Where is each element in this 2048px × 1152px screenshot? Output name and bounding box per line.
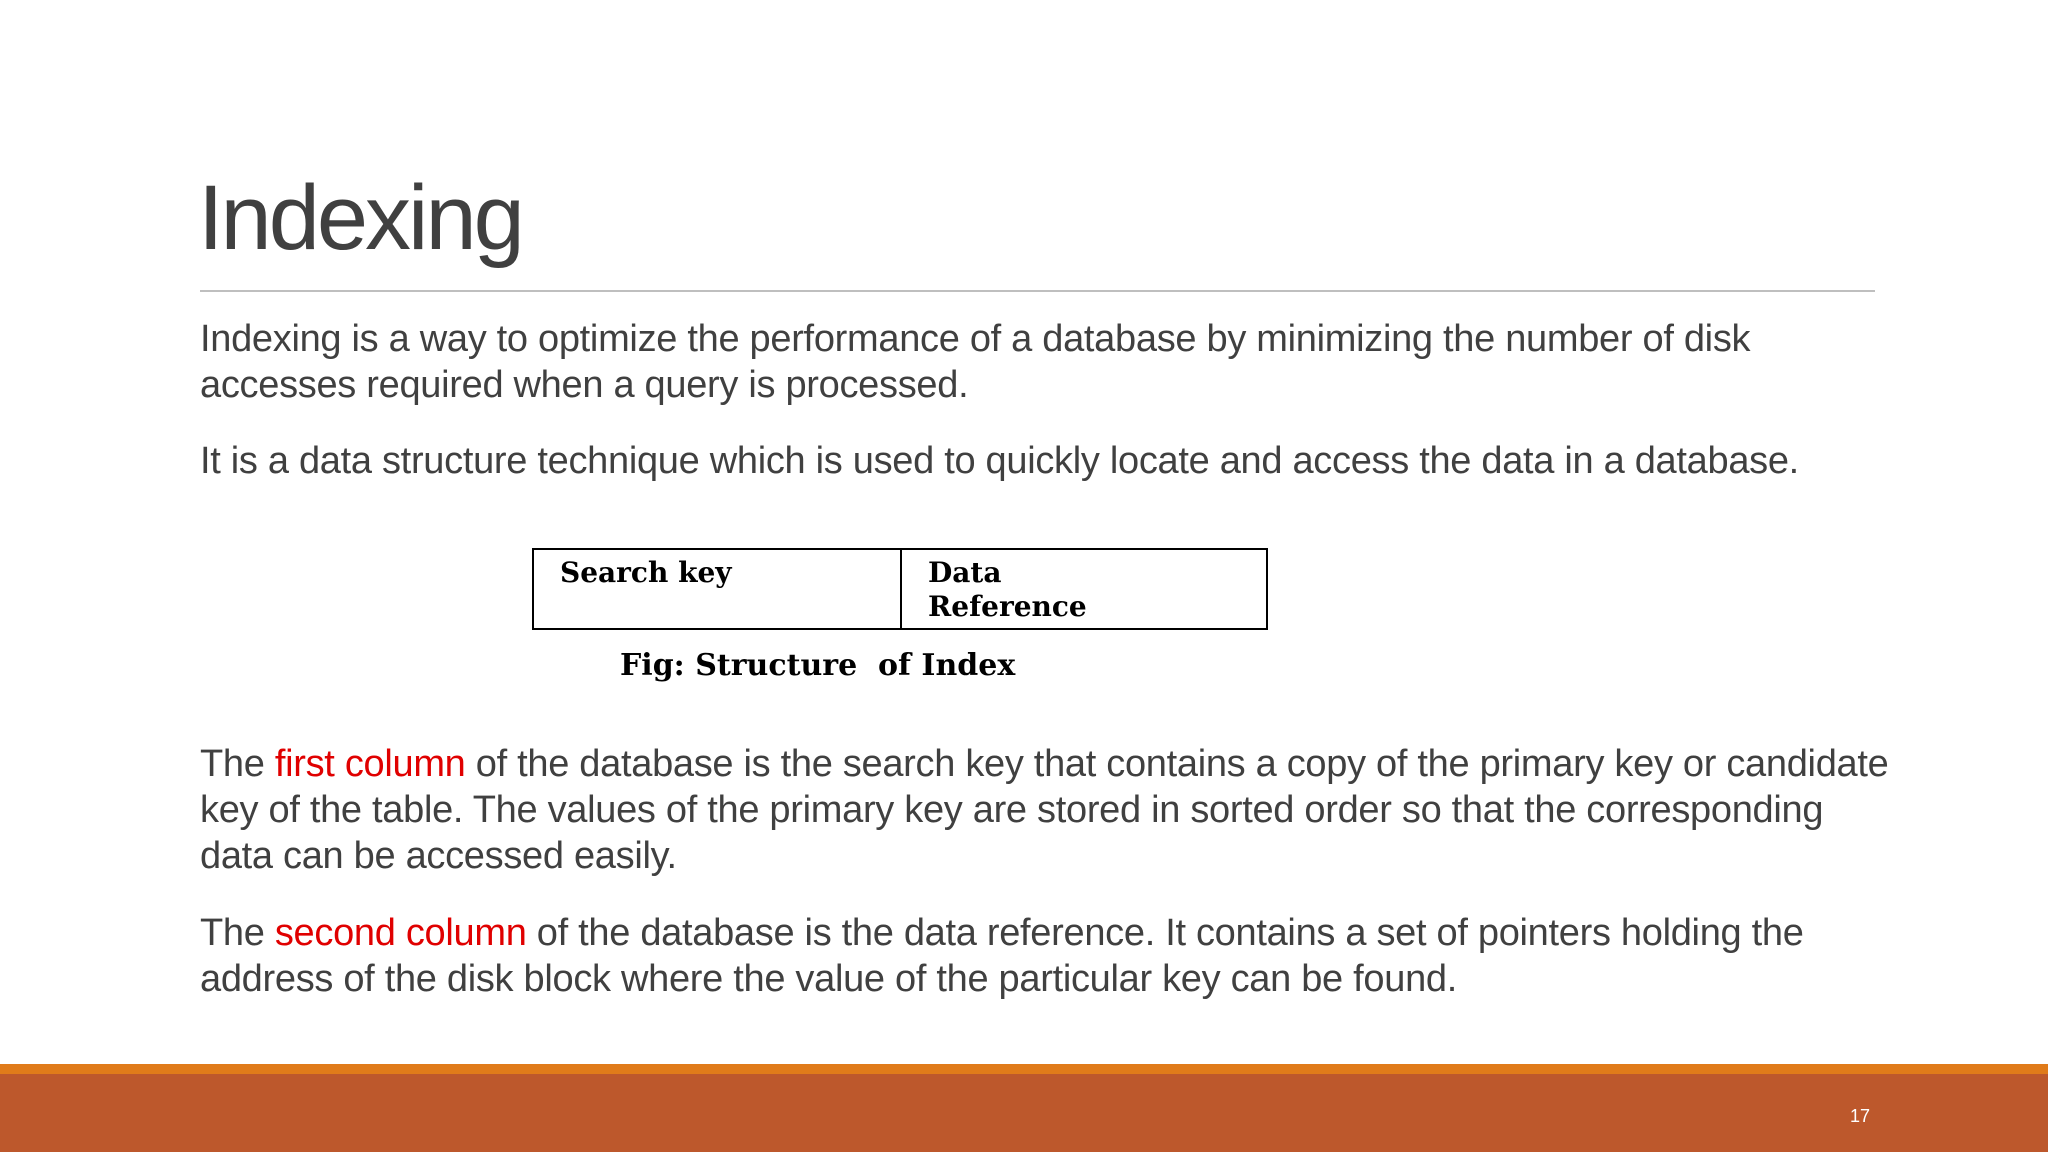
paragraph-second-column xyxy=(200,910,1890,1002)
search-key-label: Search key xyxy=(560,556,732,589)
figure-caption: Fig: Structure of Index xyxy=(620,648,1016,683)
data-reference-label-line1: Data xyxy=(928,556,1002,589)
paragraph-second-column-suffix: of the database is the data reference. It contains a set of pointers holding the address of the disk block where the value of the particular key can be found. xyxy=(200,912,1804,1000)
paragraph-first-column-suffix: of the database is the search key that contains a copy of the primary key or candidate key of the table. The values of the primary key are stored in sorted order so that the corresponding data can be accessed easily. xyxy=(200,743,1889,877)
index-structure-figure xyxy=(532,548,1268,630)
footer-bar xyxy=(0,1074,2048,1152)
slide-title: Indexing xyxy=(198,167,522,269)
data-reference-label-line2: Reference xyxy=(928,590,1087,623)
paragraph-first-column xyxy=(200,741,1890,879)
paragraph-definition: Indexing is a way to optimize the performance of a database by minimizing the number of disk accesses required when a query is processed. xyxy=(200,318,1751,406)
search-key-cell xyxy=(534,550,900,628)
first-column-highlight: first column xyxy=(274,743,466,785)
footer-accent-stripe xyxy=(0,1064,2048,1074)
data-reference-cell xyxy=(900,550,1266,628)
title-divider xyxy=(200,290,1875,292)
paragraph-technique: It is a data structure technique which is used to quickly locate and access the data in a database. xyxy=(200,440,1799,482)
page-number: 17 xyxy=(1849,1106,1871,1126)
paragraph-first-column-prefix: The xyxy=(200,743,275,785)
second-column-highlight: second column xyxy=(274,912,527,954)
paragraph-second-column-prefix: The xyxy=(200,912,275,954)
